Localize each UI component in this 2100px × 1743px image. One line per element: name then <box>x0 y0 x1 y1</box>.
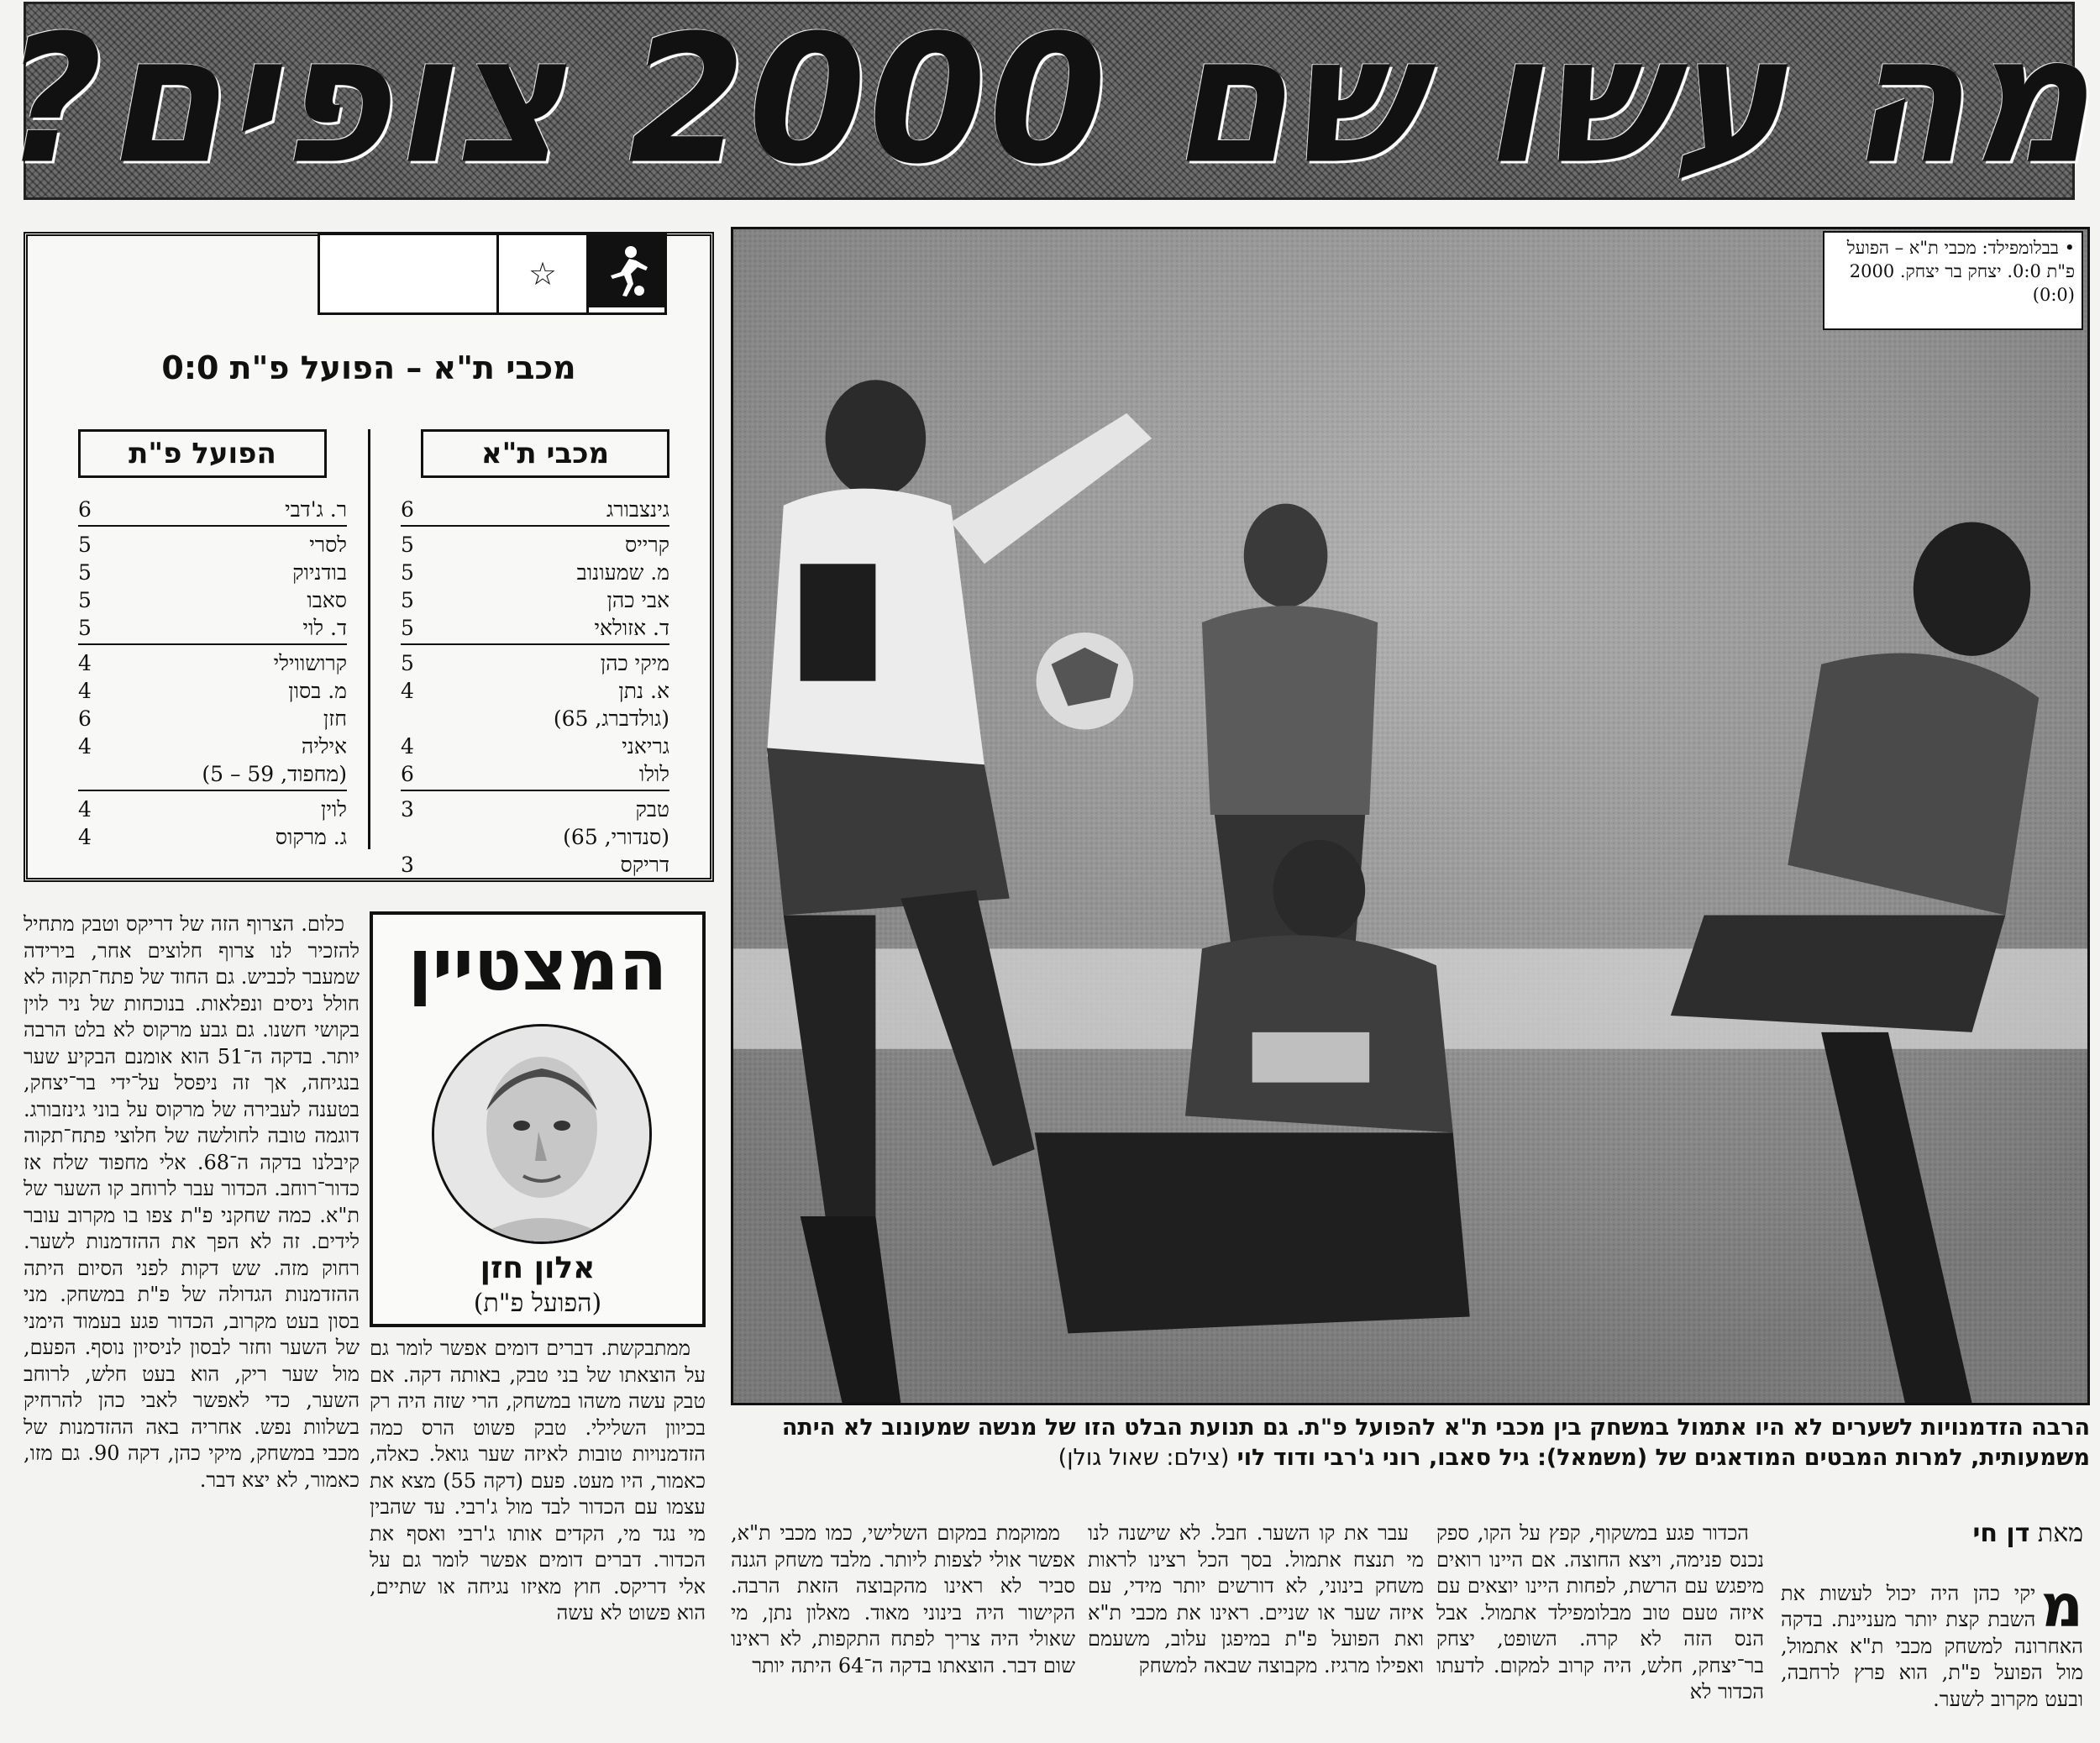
player-rating: 5 <box>78 560 92 585</box>
box-header-tabs <box>318 233 667 315</box>
article-text: יקי כהן היה יכול לעשות את השבת קצת יותר מעניינת. בדקה האחרונה למשחק מכבי ת"א אתמול, מול הפועל פ"ת, הוא פרץ לרחבה, ובעט מקרוב לשער. <box>1781 1581 2083 1711</box>
player-rating: 4 <box>78 825 92 849</box>
home-team-label: מכבי ת"א <box>421 429 669 478</box>
player-rating: 6 <box>401 497 414 522</box>
home-player-row <box>401 733 669 761</box>
article-column-left <box>24 911 360 1739</box>
standout-title: המצטיין <box>407 924 668 1006</box>
player-name: ר. ג'דבי <box>285 497 347 522</box>
player-rating: 5 <box>401 651 414 675</box>
headline-banner <box>4 0 2094 203</box>
home-player-row <box>401 852 669 879</box>
player-name: מ. בסון <box>288 679 347 703</box>
box-tab-blank <box>320 235 387 312</box>
article-column-1 <box>1781 1520 2083 1743</box>
article-column-3 <box>1088 1520 1424 1743</box>
player-rating: 5 <box>401 616 414 640</box>
player-rating <box>401 824 426 851</box>
standout-box <box>370 911 706 1327</box>
away-player-row <box>78 796 347 824</box>
away-player-row <box>78 496 347 527</box>
player-name: סאבו <box>307 588 347 612</box>
article-column-2 <box>1436 1520 1764 1743</box>
player-name: לוין <box>320 797 347 822</box>
home-player-row <box>401 587 669 615</box>
player-portrait <box>432 1024 652 1244</box>
player-name: קרייס <box>625 533 669 557</box>
home-player-row <box>401 650 669 678</box>
match-photo <box>731 227 2090 1405</box>
player-name: (מחפוד, 59 – 5) <box>202 762 347 786</box>
home-player-row <box>401 615 669 645</box>
player-rating: 4 <box>78 651 92 675</box>
photo-caption <box>731 1413 2090 1512</box>
box-tab-blank <box>387 235 499 312</box>
player-rating: 5 <box>401 588 414 612</box>
player-name: אבי כהן <box>606 588 669 612</box>
player-name: דריקס <box>620 853 669 877</box>
away-player-row <box>78 559 347 587</box>
home-player-row <box>401 761 669 791</box>
away-player-row <box>78 615 347 645</box>
photo-credit: (צילם: שאול גולן) <box>1058 1445 1230 1471</box>
player-rating: 6 <box>78 497 92 522</box>
article-text: עבר את קו השער. חבל. לא שישנה לנו מי תנצח אתמול. בסך הכל רצינו לראות משחק בינוני, לא דורשים יותר מידי, עם איזה שער או שניים. ראינו את מכבי ת"א ואת הפועל פ"ת במיפגן עלוב, משעמם ואפילו מרגיז. מקבוצה שבאה למשחק <box>1088 1521 1424 1677</box>
player-rating <box>401 706 426 732</box>
player-name: א. נתן <box>618 679 669 703</box>
player-rating: 6 <box>401 762 414 786</box>
player-rating <box>78 761 103 788</box>
player-rating: 3 <box>401 853 414 877</box>
star-icon: ☆ <box>499 235 589 312</box>
player-name: קרושווילי <box>273 651 347 675</box>
player-rating: 5 <box>401 560 414 585</box>
player-name: מ. שמעונוב <box>576 560 669 585</box>
player-rating: 4 <box>78 679 92 703</box>
soccer-player-icon <box>589 235 664 307</box>
drop-cap: מ <box>2040 1571 2083 1641</box>
article-text: כלום. הצרוף הזה של דריקס וטבק מתחיל להזכיר לנו צרוף חלוצים אחר, בירידה שמעבר לכביש. גם החוד של פתח־תקוה לא חולל ניסים ונפלאות. בנוכחות של ניר לוין בקושי חשנו. גם גבע מרקוס לא בלט הרבה יותר. בדקה ה־51 הוא אומנם הבקיע שער בנגיחה, אך זה ניפסל על־ידי בר־יצחק, בטענה לעבירה של מרקוס על בוני גינזבורג. דוגמה טובה לחולשה של חלוצי פתח־תקוה קיבלנו בדקה ה־68. אלי מחפוד שלח אז כדור־רוחב. הכדור עבר לרוחב קו השער של ת"א. כמה שחקני פ"ת צפו בו מקרוב עובר לידים. זה לא הפך את ההזדמנות לשער. רחוק מזה. שש דקות לפני הסיום היתה ההזדמנות הגדולה של פ"ת במשחק. מני בסון בעט מקרוב, הכדור פגע בעמוד הימני של השער וחזר לבסון לניסיון נוסף. הפעם, מול שער ריק, הוא בעט חלש, לרוחב השער, כדי לאפשר לאבי כהן להרחיק בשלוות נפש. אחריה באה ההזדמנות של מכבי במשחק, מיקי כהן, דקה 90. גם מזו, כאמור, לא יצא דבר. <box>24 912 360 1492</box>
player-rating: 6 <box>78 706 92 731</box>
away-player-row <box>78 761 347 791</box>
away-player-row <box>78 532 347 559</box>
headline: מה עשו שם 2000 צופים? <box>4 0 2094 203</box>
article-text: ממתבקשת. דברים דומים אפשר לומר גם על הוצאתו של בני טבק, באותה דקה. אם טבק עשה משהו במשחק, הרי שזה היה רק בכיוון השלילי. טבק פשוט הרס כמה הזדמנויות טובות לאיזה שער גואל. כאלה, כאמור, היו מעט. פעם (דקה 55) מצא את עצמו עם הכדור לבד מול ג'רבי. עד שהבין מי נגד מי, הקדים אותו ג'רבי ואסף את הכדור. דברים דומים אפשר לומר גם על אלי דריקס. חוץ מאיזו נגיחה או שתיים, הוא פשוט לא עשה <box>370 1336 706 1625</box>
caption-text: הרבה הזדמנויות לשערים לא היו אתמול במשחק בין מכבי ת"א להפועל פ"ת. גם תנועת הבלט הזו של מנשה שמעונוב לא היתה משמעותית, למרות המבטים המודאגים של (משמאל): גיל סאבו, רוני ג'רבי ודוד לוי <box>781 1415 2090 1471</box>
home-player-row <box>401 496 669 527</box>
player-name: גינצבורג <box>606 497 669 522</box>
player-name: טבק <box>635 797 669 822</box>
player-name: איליה <box>301 734 347 759</box>
away-player-row <box>78 678 347 706</box>
away-player-row <box>78 706 347 733</box>
standout-player-team: (הפועל פ"ת) <box>473 1289 602 1318</box>
away-player-row <box>78 733 347 761</box>
away-player-row <box>78 824 347 852</box>
player-name: (סנדורי, 65) <box>563 825 669 849</box>
article-column-standout-below <box>370 1336 706 1739</box>
player-rating: 5 <box>78 588 92 612</box>
player-name: חזן <box>323 706 347 731</box>
home-player-row <box>401 706 669 733</box>
player-rating: 5 <box>78 533 92 557</box>
player-name: ד. אזולאי <box>594 616 669 640</box>
player-name: מיקי כהן <box>600 651 669 675</box>
player-name: ג. מרקוס <box>275 825 347 849</box>
match-summary-inset: • בבלומפילד: מכבי ת"א – הפועל פ"ת 0:0. יצחק בר יצחק. 2000 (0:0) <box>1823 231 2083 330</box>
away-player-row <box>78 587 347 615</box>
lineup-box <box>24 232 714 882</box>
player-name: לולו <box>638 762 669 786</box>
player-rating: 5 <box>78 616 92 640</box>
player-rating: 4 <box>78 797 92 822</box>
home-player-row <box>401 678 669 706</box>
lineup-divider <box>368 429 370 849</box>
player-name: בודניוק <box>292 560 347 585</box>
home-player-row <box>401 796 669 824</box>
byline <box>1781 1520 2083 1547</box>
byline-author: דן חי <box>1972 1519 2030 1548</box>
player-rating: 5 <box>401 533 414 557</box>
article-text: הכדור פגע במשקוף, קפץ על הקו, ספק נכנס פנימה, ויצא החוצה. אם היינו רואים מיפגש עם הרשת, לפחות היינו יוצאים עם איזה טעם טוב מבלומפילד אתמול. אבל הנס הזה לא קרה. השופט, יצחק בר־יצחק, חלש, היה קרוב למקום. לדעתו הכדור לא <box>1436 1521 1764 1704</box>
away-player-row <box>78 650 347 678</box>
player-name: ד. לוי <box>302 616 347 640</box>
home-player-row <box>401 824 669 852</box>
byline-prefix: מאת <box>2037 1519 2083 1548</box>
home-player-row <box>401 559 669 587</box>
article-text: ממוקמת במקום השלישי, כמו מכבי ת"א, אפשר אולי לצפות ליותר. מלבד משחק הגנה סביר לא ראינו מהקבוצה הזאת הרבה. הקישור היה בינוני מאוד. מאלון נתן, מי שאולי היה צריך לפתח התקפות, לא ראינו שום דבר. הוצאתו בדקה ה־64 היתה יותר <box>731 1521 1075 1677</box>
article-column-4 <box>731 1520 1075 1743</box>
player-name: (גולדברג, 65) <box>553 706 669 731</box>
player-rating: 4 <box>401 734 414 759</box>
match-title: מכבי ת"א – הפועל פ"ת 0:0 <box>161 349 576 386</box>
away-team-label: הפועל פ"ת <box>78 429 327 478</box>
home-player-row <box>401 532 669 559</box>
away-lineup <box>78 496 347 852</box>
player-rating: 4 <box>78 734 92 759</box>
player-rating: 3 <box>401 797 414 822</box>
home-lineup <box>401 496 669 879</box>
standout-player-name: אלון חזן <box>480 1251 596 1285</box>
player-name: לסרי <box>309 533 347 557</box>
player-rating: 4 <box>401 679 414 703</box>
player-name: גריאני <box>622 734 669 759</box>
